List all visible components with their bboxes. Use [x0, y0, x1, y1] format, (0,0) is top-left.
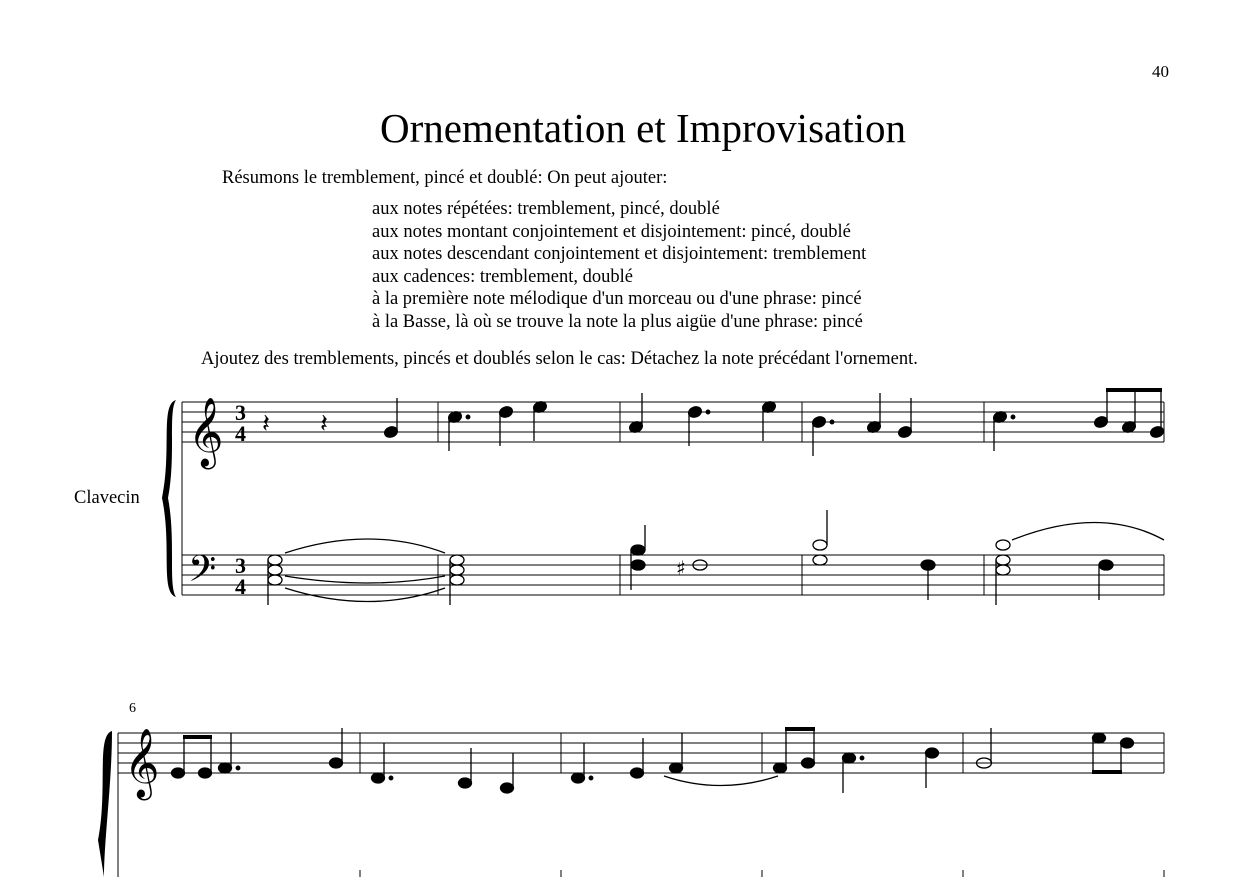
instrument-label: Clavecin	[74, 488, 140, 508]
intro-text: Résumons le tremblement, pincé et doublé: On peut ajouter:	[222, 168, 668, 188]
page-title: Ornementation et Improvisation	[379, 105, 907, 151]
time-signature-bass	[235, 553, 246, 599]
page-number: 40	[1152, 62, 1169, 81]
quarter-rest-icon: 𝄽	[320, 409, 328, 439]
quarter-rest-icon: 𝄽	[262, 409, 270, 439]
rule-item: aux notes montant conjointement et disjointement: pincé, doublé	[372, 221, 851, 242]
treble-notes-system-2	[172, 727, 1134, 793]
treble-staff-system-2	[118, 733, 1164, 773]
treble-staff-system-1	[182, 402, 1164, 442]
rule-item: à la première note mélodique d'un morceau ou d'une phrase: pincé	[372, 289, 862, 309]
bass-clef-icon: 𝄢	[188, 548, 217, 599]
rule-item: à la Basse, là où se trouve la note la plus aigüe d'une phrase: pincé	[372, 311, 863, 332]
svg-text:3: 3	[235, 400, 246, 425]
barlines-system-1	[182, 402, 1164, 595]
bass-staff-system-1	[182, 555, 1164, 595]
measure-number: 6	[129, 701, 136, 716]
treble-clef-icon: 𝄞	[188, 397, 224, 467]
svg-text:4: 4	[235, 421, 246, 446]
rule-item: aux notes répétées: tremblement, pincé, doublé	[372, 199, 720, 219]
rule-item: aux notes descendant conjointement et disjointement: tremblement	[372, 244, 867, 264]
svg-text:4: 4	[235, 574, 246, 599]
exercise-instruction: Ajoutez des tremblements, pincés et doublés selon le cas: Détachez la note précédant l'ornement.	[201, 349, 918, 369]
treble-clef-icon: 𝄞	[124, 728, 160, 798]
svg-text:♯: ♯	[676, 556, 686, 580]
svg-text:3: 3	[235, 553, 246, 578]
bass-notes-system-1	[268, 510, 1164, 605]
brace-system-1	[162, 400, 176, 597]
barlines-system-2	[118, 733, 1164, 877]
time-signature-treble	[235, 400, 246, 446]
brace-system-2	[98, 731, 112, 877]
rule-item: aux cadences: tremblement, doublé	[372, 266, 633, 287]
